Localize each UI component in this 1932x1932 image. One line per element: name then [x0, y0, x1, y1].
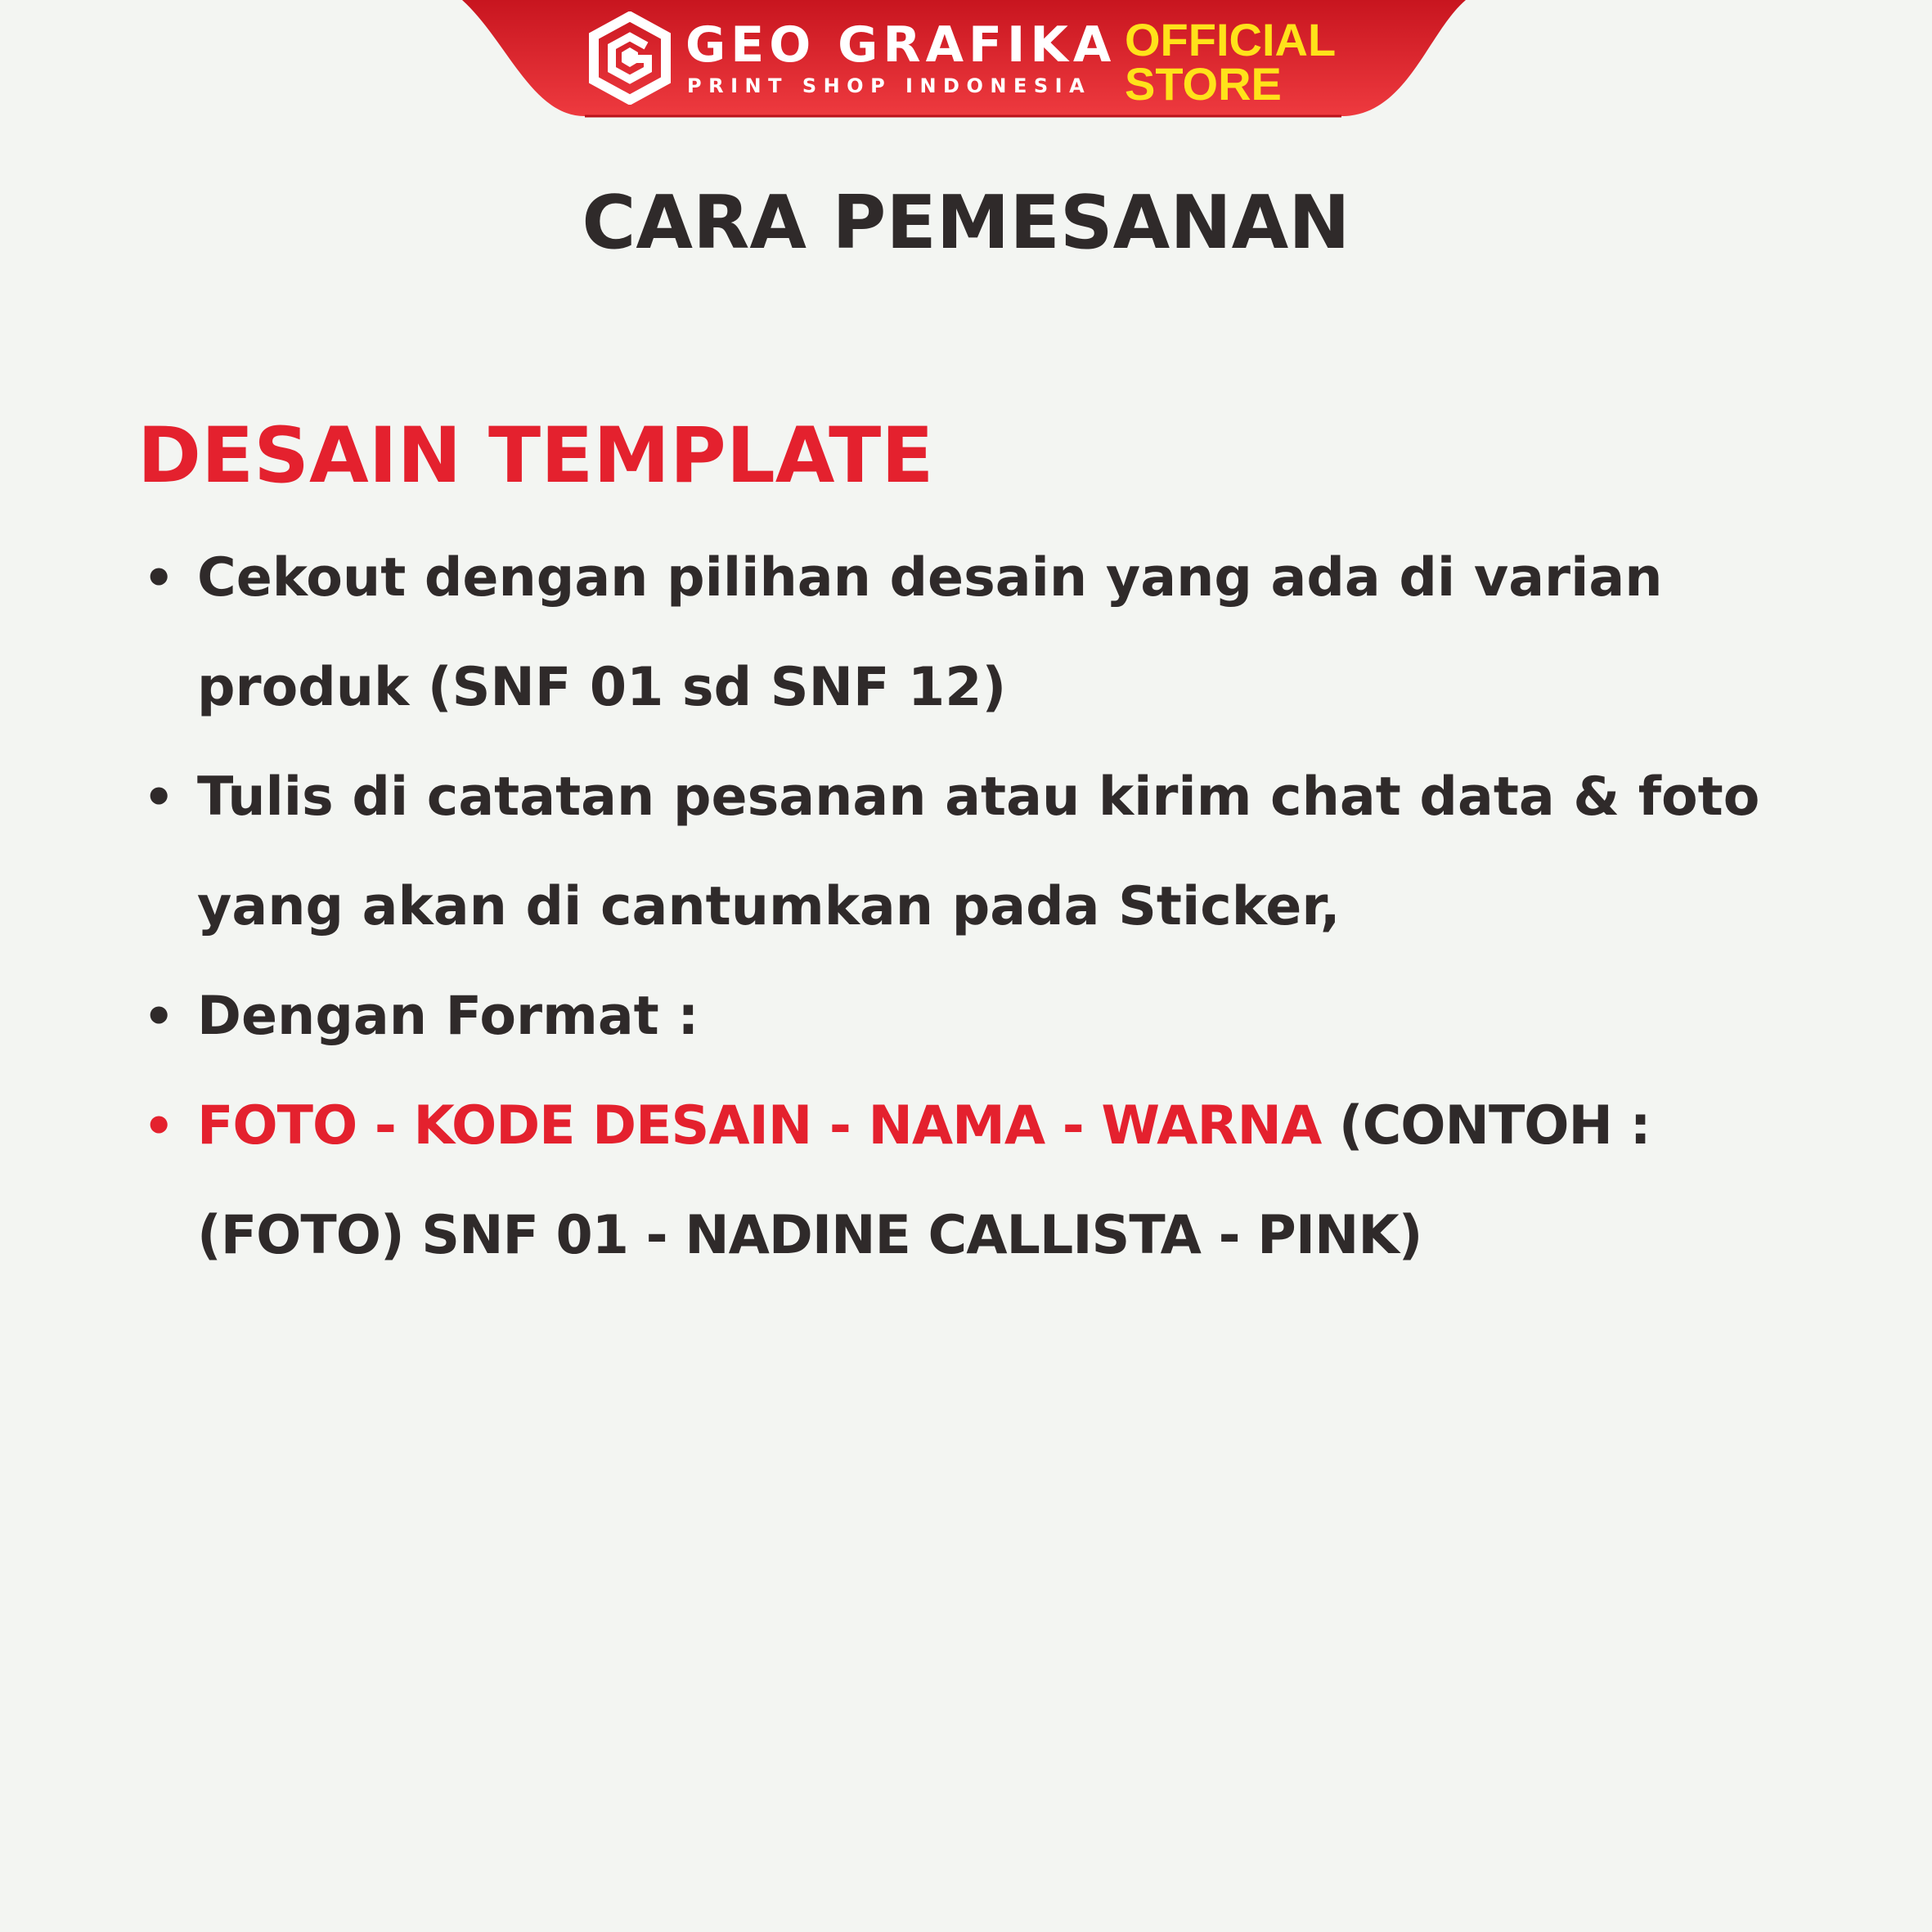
list-item: [137, 523, 1798, 743]
bullet-icon: •: [143, 769, 175, 826]
official-line: OFFICIAL: [1125, 14, 1337, 65]
hexagon-g-logo-icon: [587, 11, 672, 105]
page-title: CARA PEMESANAN: [582, 180, 1350, 266]
list-item: [137, 1072, 1798, 1291]
bullet-icon: •: [143, 988, 175, 1045]
list-item: [137, 743, 1798, 962]
list-item-text: Dengan Format :: [197, 986, 699, 1047]
list-item: [137, 962, 1798, 1072]
section-title: DESAIN TEMPLATE: [137, 411, 934, 501]
store-line: STORE: [1125, 58, 1282, 110]
format-example: (CONTOH : (FOTO) SNF 01 - NADINE CALLISTA - PINK): [197, 1095, 1651, 1266]
list-item-text: Tulis di catatan pesanan atau kirim chat data & foto yang akan di cantumkan pada Sticker,: [197, 766, 1760, 937]
bullet-icon: •: [143, 550, 175, 607]
brand-tagline: PRINT SHOP INDONESIA: [687, 74, 1092, 97]
format-highlight: FOTO - KODE DESAIN - NAMA - WARNA: [197, 1095, 1322, 1157]
instruction-list: [137, 523, 1798, 1291]
header-banner: [0, 0, 1932, 123]
official-store-badge: [1125, 14, 1337, 110]
brand-name: GEO GRAFIKA: [685, 16, 1117, 74]
list-item-text: Cekout dengan pilihan desain yang ada di varian produk (SNF 01 sd SNF 12): [197, 547, 1663, 718]
bullet-icon: •: [143, 1098, 174, 1155]
